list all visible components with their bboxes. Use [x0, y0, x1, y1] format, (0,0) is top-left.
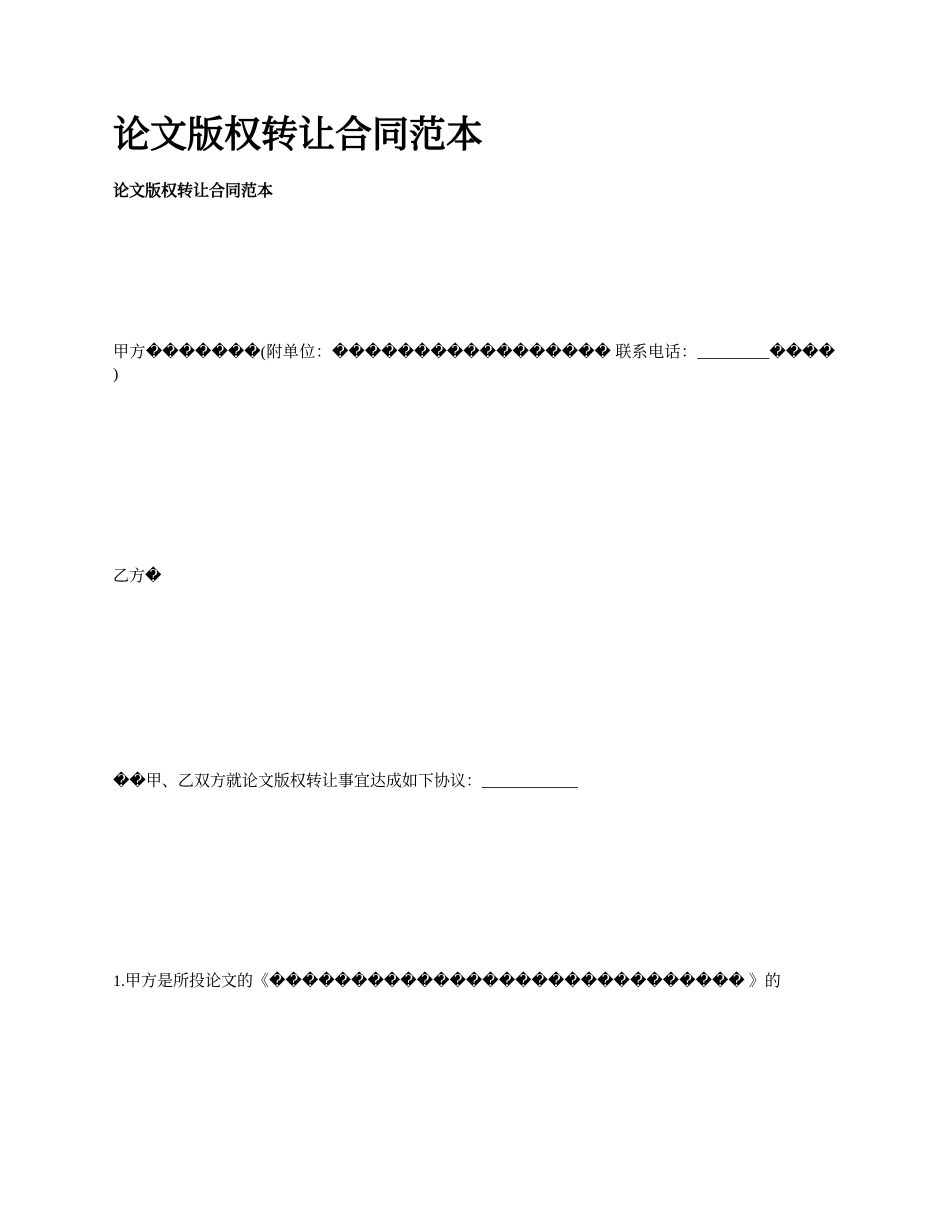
- clause-1-paragraph: 1.甲方是所投论文的《����������������������������� 》的: [113, 973, 781, 990]
- document-title: 论文版权转让合同范本: [113, 115, 483, 156]
- agreement-intro-paragraph: ��甲、乙双方就论文版权转让事宜达成如下协议：____________: [113, 773, 578, 790]
- party-b-paragraph: 乙方�: [113, 568, 162, 585]
- party-a-paragraph: 甲方�������(附单位：����������������� 联系电话：_________���� ): [113, 344, 835, 383]
- document-subtitle: 论文版权转让合同范本: [113, 183, 274, 200]
